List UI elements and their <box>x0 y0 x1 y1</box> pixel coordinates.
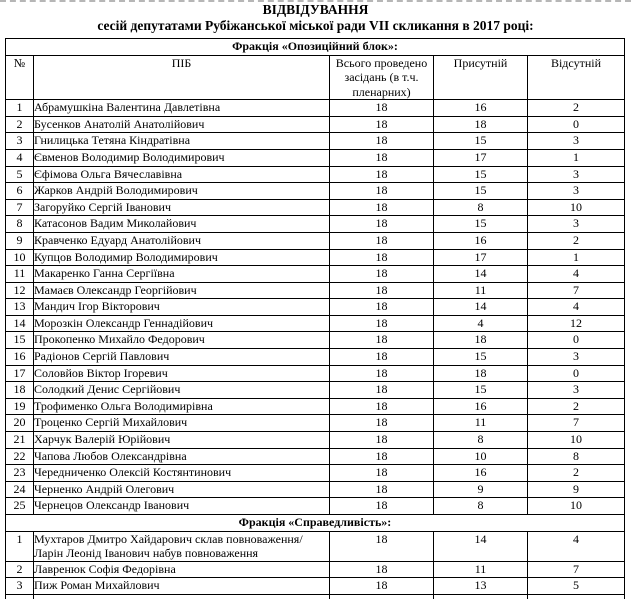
row-number-cell: 21 <box>6 432 34 449</box>
cut-off-table-row <box>6 594 625 599</box>
total-sessions-cell: 18 <box>330 282 434 299</box>
total-sessions-cell: 18 <box>330 199 434 216</box>
deputy-name-cell: Чапова Любов Олександрівна <box>34 448 330 465</box>
absent-count-cell: 3 <box>528 133 625 150</box>
total-sessions-cell: 18 <box>330 498 434 515</box>
deputy-name-cell: Черненко Андрій Олегович <box>34 481 330 498</box>
total-sessions-cell: 18 <box>330 532 434 562</box>
total-sessions-cell <box>330 594 434 599</box>
row-number-cell: 18 <box>6 382 34 399</box>
row-number-cell: 16 <box>6 349 34 366</box>
table-row <box>6 415 625 432</box>
present-count-cell: 15 <box>434 216 528 233</box>
total-sessions-cell: 18 <box>330 315 434 332</box>
deputy-name-cell: Солодкий Денис Сергійович <box>34 382 330 399</box>
table-row <box>6 183 625 200</box>
column-header-row <box>6 56 625 100</box>
fraction-header-label: Фракція «Опозиційний блок»: <box>6 39 625 56</box>
page-top-gridline-artifact <box>0 0 631 2</box>
absent-count-cell: 10 <box>528 199 625 216</box>
table-row <box>6 166 625 183</box>
present-count-cell: 8 <box>434 432 528 449</box>
present-count-cell: 16 <box>434 232 528 249</box>
absent-count-cell: 3 <box>528 216 625 233</box>
absent-count-cell: 9 <box>528 481 625 498</box>
col-header-number: № <box>6 56 34 100</box>
deputy-name-cell: Троценко Сергій Михайлович <box>34 415 330 432</box>
present-count-cell: 18 <box>434 116 528 133</box>
total-sessions-cell: 18 <box>330 166 434 183</box>
total-sessions-cell: 18 <box>330 349 434 366</box>
present-count-cell: 8 <box>434 498 528 515</box>
total-sessions-cell: 18 <box>330 332 434 349</box>
present-count-cell: 8 <box>434 199 528 216</box>
row-number-cell: 14 <box>6 315 34 332</box>
deputy-name-cell: Кравченко Едуард Анатолійович <box>34 232 330 249</box>
present-count-cell: 14 <box>434 299 528 316</box>
present-count-cell: 13 <box>434 578 528 595</box>
row-number-cell: 4 <box>6 149 34 166</box>
absent-count-cell: 0 <box>528 365 625 382</box>
table-row <box>6 100 625 117</box>
row-number-cell: 24 <box>6 481 34 498</box>
present-count-cell: 18 <box>434 332 528 349</box>
absent-count-cell <box>528 594 625 599</box>
row-number-cell: 23 <box>6 465 34 482</box>
table-row <box>6 282 625 299</box>
deputy-name-cell: Мухтаров Дмитро Хайдарович склав повноваження/Ларін Леонід Іванович набув повноваження <box>34 532 330 562</box>
deputy-name-cell: Загоруйко Сергій Іванович <box>34 199 330 216</box>
absent-count-cell: 8 <box>528 448 625 465</box>
absent-count-cell: 4 <box>528 266 625 283</box>
col-header-total: Всього проведено засідань (в т.ч. пленарних) <box>330 56 434 100</box>
col-header-name: ПІБ <box>34 56 330 100</box>
absent-count-cell: 5 <box>528 578 625 595</box>
absent-count-cell: 3 <box>528 166 625 183</box>
table-row <box>6 232 625 249</box>
present-count-cell: 15 <box>434 183 528 200</box>
total-sessions-cell: 18 <box>330 561 434 578</box>
deputy-name-cell: Пиж Роман Михайлович <box>34 578 330 595</box>
present-count-cell: 16 <box>434 100 528 117</box>
table-row <box>6 465 625 482</box>
total-sessions-cell: 18 <box>330 149 434 166</box>
present-count-cell: 15 <box>434 382 528 399</box>
deputy-name-cell: Мандич Ігор Вікторович <box>34 299 330 316</box>
present-count-cell: 18 <box>434 365 528 382</box>
present-count-cell: 14 <box>434 532 528 562</box>
fraction-header-row <box>6 39 625 56</box>
total-sessions-cell: 18 <box>330 232 434 249</box>
present-count-cell: 11 <box>434 561 528 578</box>
absent-count-cell: 2 <box>528 232 625 249</box>
fraction-header-row <box>6 515 625 532</box>
total-sessions-cell: 18 <box>330 415 434 432</box>
col-header-present: Присутній <box>434 56 528 100</box>
row-number-cell: 11 <box>6 266 34 283</box>
deputy-name-cell: Чернецов Олександр Іванович <box>34 498 330 515</box>
present-count-cell: 15 <box>434 166 528 183</box>
deputy-name-cell: Єфімова Ольга Вячеславівна <box>34 166 330 183</box>
row-number-cell: 1 <box>6 532 34 562</box>
total-sessions-cell: 18 <box>330 382 434 399</box>
present-count-cell: 16 <box>434 398 528 415</box>
absent-count-cell: 0 <box>528 116 625 133</box>
table-row <box>6 578 625 595</box>
row-number-cell: 3 <box>6 578 34 595</box>
present-count-cell: 10 <box>434 448 528 465</box>
absent-count-cell: 4 <box>528 532 625 562</box>
table-row <box>6 448 625 465</box>
row-number-cell: 1 <box>6 100 34 117</box>
present-count-cell: 11 <box>434 282 528 299</box>
row-number-cell: 20 <box>6 415 34 432</box>
absent-count-cell: 1 <box>528 249 625 266</box>
present-count-cell <box>434 594 528 599</box>
row-number-cell: 15 <box>6 332 34 349</box>
absent-count-cell: 3 <box>528 382 625 399</box>
table-row <box>6 199 625 216</box>
total-sessions-cell: 18 <box>330 116 434 133</box>
table-row <box>6 332 625 349</box>
table-row <box>6 398 625 415</box>
present-count-cell: 17 <box>434 149 528 166</box>
deputy-name-cell: Катасонов Вадим Миколайович <box>34 216 330 233</box>
deputy-name-cell: Гнилицька Тетяна Кіндратівна <box>34 133 330 150</box>
total-sessions-cell: 18 <box>330 481 434 498</box>
row-number-cell: 7 <box>6 199 34 216</box>
row-number-cell: 2 <box>6 116 34 133</box>
total-sessions-cell: 18 <box>330 100 434 117</box>
present-count-cell: 14 <box>434 266 528 283</box>
table-row <box>6 382 625 399</box>
deputy-name-cell: Радіонов Сергій Павлович <box>34 349 330 366</box>
absent-count-cell: 1 <box>528 149 625 166</box>
table-row <box>6 498 625 515</box>
table-row <box>6 266 625 283</box>
document-subtitle: сесій депутатами Рубіжанської міської ради VII скликання в 2017 році: <box>97 18 534 33</box>
deputy-name-cell <box>34 594 330 599</box>
deputy-name-cell: Лавренюк Софія Федорівна <box>34 561 330 578</box>
total-sessions-cell: 18 <box>330 432 434 449</box>
table-row <box>6 149 625 166</box>
deputy-name-cell: Абрамушкіна Валентина Давлетівна <box>34 100 330 117</box>
row-number-cell: 17 <box>6 365 34 382</box>
row-number-cell: 9 <box>6 232 34 249</box>
present-count-cell: 15 <box>434 133 528 150</box>
row-number-cell: 5 <box>6 166 34 183</box>
present-count-cell: 4 <box>434 315 528 332</box>
absent-count-cell: 3 <box>528 349 625 366</box>
document-title: ВІДВІДУВАННЯ <box>262 2 369 17</box>
total-sessions-cell: 18 <box>330 398 434 415</box>
deputy-name-cell: Харчук Валерій Юрійович <box>34 432 330 449</box>
absent-count-cell: 2 <box>528 398 625 415</box>
deputy-name-cell: Трофименко Ольга Володимирівна <box>34 398 330 415</box>
table-row <box>6 133 625 150</box>
row-number-cell: 12 <box>6 282 34 299</box>
table-row <box>6 315 625 332</box>
total-sessions-cell: 18 <box>330 183 434 200</box>
deputy-name-cell: Мамаєв Олександр Георгійович <box>34 282 330 299</box>
absent-count-cell: 2 <box>528 100 625 117</box>
present-count-cell: 17 <box>434 249 528 266</box>
table-row <box>6 116 625 133</box>
fraction-header-label: Фракція «Справедливість»: <box>6 515 625 532</box>
row-number-cell: 8 <box>6 216 34 233</box>
present-count-cell: 15 <box>434 349 528 366</box>
table-row <box>6 481 625 498</box>
deputy-name-cell: Жарков Андрій Володимирович <box>34 183 330 200</box>
deputy-name-cell: Прокопенко Михайло Федорович <box>34 332 330 349</box>
absent-count-cell: 3 <box>528 183 625 200</box>
table-row <box>6 532 625 562</box>
total-sessions-cell: 18 <box>330 216 434 233</box>
row-number-cell: 2 <box>6 561 34 578</box>
table-row <box>6 299 625 316</box>
present-count-cell: 16 <box>434 465 528 482</box>
deputy-name-cell: Бусенков Анатолій Анатолійович <box>34 116 330 133</box>
total-sessions-cell: 18 <box>330 299 434 316</box>
deputy-name-cell: Чередниченко Олексій Костянтинович <box>34 465 330 482</box>
deputy-name-cell: Соловйов Віктор Ігоревич <box>34 365 330 382</box>
absent-count-cell: 7 <box>528 561 625 578</box>
present-count-cell: 11 <box>434 415 528 432</box>
row-number-cell: 6 <box>6 183 34 200</box>
table-row <box>6 249 625 266</box>
absent-count-cell: 7 <box>528 415 625 432</box>
row-number-cell: 13 <box>6 299 34 316</box>
deputy-name-cell: Макаренко Ганна Сергіївна <box>34 266 330 283</box>
total-sessions-cell: 18 <box>330 266 434 283</box>
total-sessions-cell: 18 <box>330 133 434 150</box>
total-sessions-cell: 18 <box>330 249 434 266</box>
absent-count-cell: 7 <box>528 282 625 299</box>
table-row <box>6 349 625 366</box>
row-number-cell: 25 <box>6 498 34 515</box>
absent-count-cell: 2 <box>528 465 625 482</box>
row-number-cell: 3 <box>6 133 34 150</box>
row-number-cell: 19 <box>6 398 34 415</box>
absent-count-cell: 10 <box>528 432 625 449</box>
total-sessions-cell: 18 <box>330 578 434 595</box>
absent-count-cell: 0 <box>528 332 625 349</box>
total-sessions-cell: 18 <box>330 448 434 465</box>
deputy-name-cell: Євменов Володимир Володимирович <box>34 149 330 166</box>
row-number-cell: 10 <box>6 249 34 266</box>
absent-count-cell: 4 <box>528 299 625 316</box>
col-header-absent: Відсутній <box>528 56 625 100</box>
total-sessions-cell: 18 <box>330 365 434 382</box>
table-row <box>6 432 625 449</box>
absent-count-cell: 12 <box>528 315 625 332</box>
absent-count-cell: 10 <box>528 498 625 515</box>
total-sessions-cell: 18 <box>330 465 434 482</box>
table-row <box>6 365 625 382</box>
table-row <box>6 561 625 578</box>
row-number-cell: 22 <box>6 448 34 465</box>
deputy-name-cell: Морозкін Олександр Геннадійович <box>34 315 330 332</box>
present-count-cell: 9 <box>434 481 528 498</box>
attendance-table <box>5 38 625 599</box>
deputy-name-cell: Купцов Володимир Володимирович <box>34 249 330 266</box>
table-row <box>6 216 625 233</box>
row-number-cell <box>6 594 34 599</box>
